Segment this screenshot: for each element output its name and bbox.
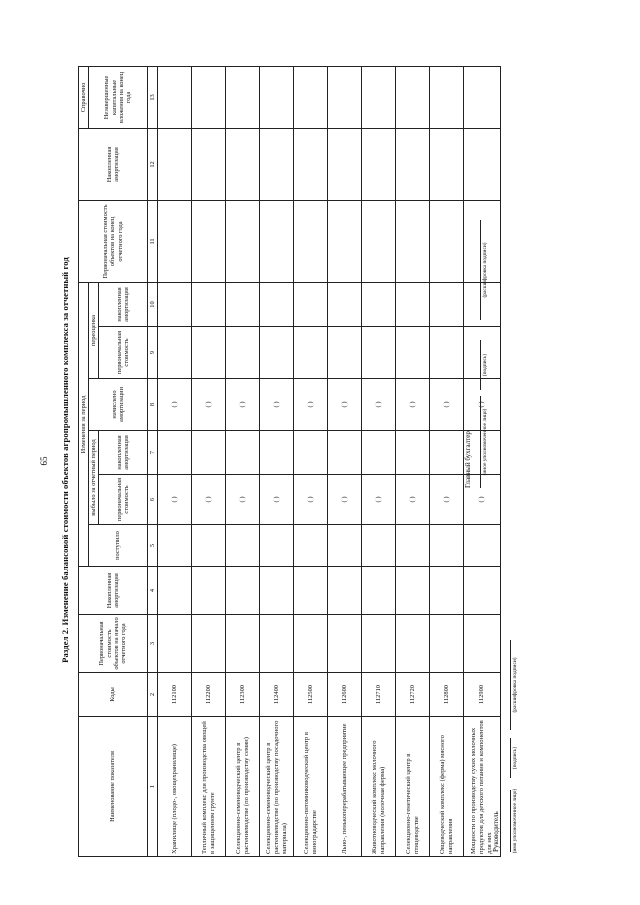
- bracket-cell: ( ): [430, 379, 464, 431]
- empty-cell: [158, 282, 192, 326]
- row-code: 112900: [464, 673, 501, 717]
- empty-cell: [464, 66, 501, 128]
- row-code: 112600: [328, 673, 362, 717]
- row-code: 112800: [430, 673, 464, 717]
- empty-cell: [294, 282, 328, 326]
- header-unfinished-investments: Незавершенные капитальные вложения на конец года: [89, 66, 148, 128]
- empty-cell: [158, 525, 192, 567]
- head-caption-decode: (расшифровка подписи): [512, 657, 518, 713]
- table-row: [396, 66, 430, 856]
- empty-cell: [294, 615, 328, 673]
- header-code: Коды: [79, 673, 148, 717]
- empty-cell: [362, 327, 396, 379]
- empty-cell: [158, 128, 192, 200]
- column-number: 10: [148, 282, 158, 326]
- header-disposed-depreciation: накопленная амортизация: [99, 431, 148, 475]
- empty-cell: [226, 282, 260, 326]
- empty-cell: [294, 200, 328, 282]
- table-row: [260, 66, 294, 856]
- row-code: 112720: [396, 673, 430, 717]
- empty-cell: [226, 327, 260, 379]
- column-number: 11: [148, 200, 158, 282]
- row-name: Мощности по производству сухих молочных продуктов для детского питания и компонентов для них: [464, 717, 501, 857]
- empty-cell: [158, 66, 192, 128]
- column-number: 8: [148, 379, 158, 431]
- empty-cell: [464, 567, 501, 615]
- empty-cell: [192, 66, 226, 128]
- header-revaluation-group: переоценка: [89, 282, 99, 378]
- bracket-cell: ( ): [464, 379, 501, 431]
- bracket-cell: ( ): [226, 379, 260, 431]
- table-row: [192, 66, 226, 856]
- empty-cell: [226, 128, 260, 200]
- column-number: 6: [148, 475, 158, 525]
- bracket-cell: ( ): [396, 379, 430, 431]
- empty-cell: [430, 282, 464, 326]
- empty-cell: [362, 525, 396, 567]
- empty-cell: [396, 128, 430, 200]
- column-number: 2: [148, 673, 158, 717]
- header-revaluation-cost: первоначальная стоимость: [99, 327, 148, 379]
- bracket-cell: ( ): [396, 475, 430, 525]
- empty-cell: [396, 327, 430, 379]
- head-caption-name: (имя уполномоченное лицо): [512, 788, 518, 854]
- row-code: 112500: [294, 673, 328, 717]
- column-number: 12: [148, 128, 158, 200]
- empty-cell: [396, 615, 430, 673]
- empty-cell: [396, 282, 430, 326]
- empty-cell: [362, 200, 396, 282]
- empty-cell: [260, 128, 294, 200]
- header-depreciation-start: Накопленная амортизация: [79, 567, 148, 615]
- empty-cell: [328, 327, 362, 379]
- empty-cell: [362, 128, 396, 200]
- empty-cell: [396, 567, 430, 615]
- empty-cell: [362, 567, 396, 615]
- table-row: [328, 66, 362, 856]
- empty-cell: [430, 567, 464, 615]
- row-name: Селекционно-питомниководческий центр в виноградарстве: [294, 717, 328, 857]
- empty-cell: [158, 567, 192, 615]
- bracket-cell: ( ): [226, 475, 260, 525]
- empty-cell: [158, 431, 192, 475]
- empty-cell: [226, 200, 260, 282]
- empty-cell: [294, 128, 328, 200]
- accountant-decode-line: [480, 220, 481, 320]
- empty-cell: [430, 66, 464, 128]
- empty-cell: [430, 327, 464, 379]
- head-caption-sign: (подпись): [512, 746, 518, 770]
- rotated-sheet: [60, 60, 580, 860]
- empty-cell: [260, 567, 294, 615]
- empty-cell: [396, 431, 430, 475]
- row-code: 112200: [192, 673, 226, 717]
- header-reference-group: Справочно: [79, 66, 89, 128]
- empty-cell: [260, 66, 294, 128]
- empty-cell: [192, 525, 226, 567]
- empty-cell: [464, 525, 501, 567]
- empty-cell: [260, 525, 294, 567]
- bracket-cell: ( ): [192, 475, 226, 525]
- row-code: 112710: [362, 673, 396, 717]
- table-row: [294, 66, 328, 856]
- empty-cell: [158, 615, 192, 673]
- empty-cell: [328, 66, 362, 128]
- empty-cell: [226, 615, 260, 673]
- row-code: 112100: [158, 673, 192, 717]
- header-initial-cost-start: Первоначальная стоимость объектов на начало отчетного года: [79, 615, 148, 673]
- empty-cell: [362, 615, 396, 673]
- empty-cell: [260, 431, 294, 475]
- empty-cell: [294, 431, 328, 475]
- header-accrued-depreciation: начислено амортизации: [89, 379, 148, 431]
- section-title: Раздел 2. Изменение балансовой стоимости объектов агропромышленного комплекса за отчетный год: [60, 257, 70, 663]
- empty-cell: [294, 567, 328, 615]
- bracket-cell: ( ): [192, 379, 226, 431]
- header-name: Наименование показателя: [79, 717, 148, 857]
- table-row: [362, 66, 396, 856]
- empty-cell: [328, 525, 362, 567]
- column-number: 13: [148, 66, 158, 128]
- empty-cell: [328, 615, 362, 673]
- bracket-cell: ( ): [158, 379, 192, 431]
- empty-cell: [328, 128, 362, 200]
- empty-cell: [226, 525, 260, 567]
- row-name: Селекционно-генетический центр в птицеводстве: [396, 717, 430, 857]
- empty-cell: [192, 615, 226, 673]
- bracket-cell: ( ): [430, 475, 464, 525]
- row-name: Хранилище (плодо-, овощехранилище): [158, 717, 192, 857]
- accountant-sign-line: [480, 340, 481, 390]
- bracket-cell: ( ): [260, 475, 294, 525]
- column-number: 3: [148, 615, 158, 673]
- empty-cell: [226, 66, 260, 128]
- empty-cell: [260, 282, 294, 326]
- row-name: Овцеводческий комплекс (ферма) мясного направления: [430, 717, 464, 857]
- column-number: 1: [148, 717, 158, 857]
- header-initial-cost-end: Первоначальная стоимость объектов на конец отчетного года: [79, 200, 148, 282]
- empty-cell: [328, 200, 362, 282]
- empty-cell: [294, 327, 328, 379]
- header-disposed-group: выбыло за отчетный период: [89, 431, 99, 525]
- bracket-cell: ( ): [362, 379, 396, 431]
- empty-cell: [226, 431, 260, 475]
- column-number: 5: [148, 525, 158, 567]
- bracket-cell: ( ): [328, 475, 362, 525]
- head-sign-line: [510, 738, 511, 778]
- row-name: Животноводческий комплекс молочного направления (молочная ферма): [362, 717, 396, 857]
- accountant-label: Главный бухгалтер: [464, 431, 472, 488]
- empty-cell: [192, 200, 226, 282]
- empty-cell: [226, 567, 260, 615]
- column-number: 7: [148, 431, 158, 475]
- bracket-cell: ( ): [294, 379, 328, 431]
- empty-cell: [464, 615, 501, 673]
- header-revaluation-depreciation: накопленная амортизация: [99, 282, 148, 326]
- empty-cell: [430, 128, 464, 200]
- header-depreciation-end: Накопленная амортизация: [79, 128, 148, 200]
- bracket-cell: ( ): [328, 379, 362, 431]
- empty-cell: [192, 567, 226, 615]
- cost-change-table: [78, 67, 501, 857]
- row-name: Льно-, пенькоперерабатывающее предприятие: [328, 717, 362, 857]
- empty-cell: [430, 525, 464, 567]
- row-code: 112400: [260, 673, 294, 717]
- page-number: 65: [39, 456, 49, 466]
- header-received: поступило: [89, 525, 148, 567]
- row-name: Селекционно-семеноводческий центр в растениеводстве (по производству семян): [226, 717, 260, 857]
- empty-cell: [192, 282, 226, 326]
- empty-cell: [328, 431, 362, 475]
- empty-cell: [158, 200, 192, 282]
- empty-cell: [260, 615, 294, 673]
- bracket-cell: ( ): [294, 475, 328, 525]
- empty-cell: [192, 128, 226, 200]
- bracket-cell: ( ): [260, 379, 294, 431]
- row-name: Селекционно-семеноводческий центр в растениеводстве (по производству посадочного материала): [260, 717, 294, 857]
- row-name: Тепличный комплекс для производства овощей в защищенном грунте: [192, 717, 226, 857]
- head-decode-line: [510, 640, 511, 730]
- bracket-cell: ( ): [362, 475, 396, 525]
- bracket-cell: ( ): [464, 475, 501, 525]
- header-disposed-cost: первоначальная стоимость: [99, 475, 148, 525]
- empty-cell: [158, 327, 192, 379]
- empty-cell: [396, 66, 430, 128]
- empty-cell: [260, 327, 294, 379]
- empty-cell: [260, 200, 294, 282]
- table-row: [226, 66, 260, 856]
- empty-cell: [192, 431, 226, 475]
- empty-cell: [328, 282, 362, 326]
- head-name-line: [510, 790, 511, 852]
- row-code: 112300: [226, 673, 260, 717]
- column-number: 4: [148, 567, 158, 615]
- head-label: Руководитель: [492, 811, 500, 852]
- accountant-caption-sign: (подпись): [482, 353, 488, 377]
- table-row: [158, 66, 192, 856]
- empty-cell: [464, 128, 501, 200]
- empty-cell: [362, 282, 396, 326]
- empty-cell: [430, 200, 464, 282]
- empty-cell: [396, 525, 430, 567]
- accountant-caption-name: (иное уполномоченное лицо): [482, 408, 488, 476]
- empty-cell: [294, 66, 328, 128]
- empty-cell: [396, 200, 430, 282]
- accountant-caption-decode: (расшифровка подписи): [482, 242, 488, 298]
- accountant-name-line: [480, 396, 481, 488]
- empty-cell: [328, 567, 362, 615]
- empty-cell: [294, 525, 328, 567]
- header-change-group: Изменения за период: [79, 282, 89, 566]
- empty-cell: [430, 431, 464, 475]
- empty-cell: [362, 431, 396, 475]
- empty-cell: [430, 615, 464, 673]
- bracket-cell: ( ): [158, 475, 192, 525]
- empty-cell: [192, 327, 226, 379]
- column-number: 9: [148, 327, 158, 379]
- empty-cell: [362, 66, 396, 128]
- table-row: [430, 66, 464, 856]
